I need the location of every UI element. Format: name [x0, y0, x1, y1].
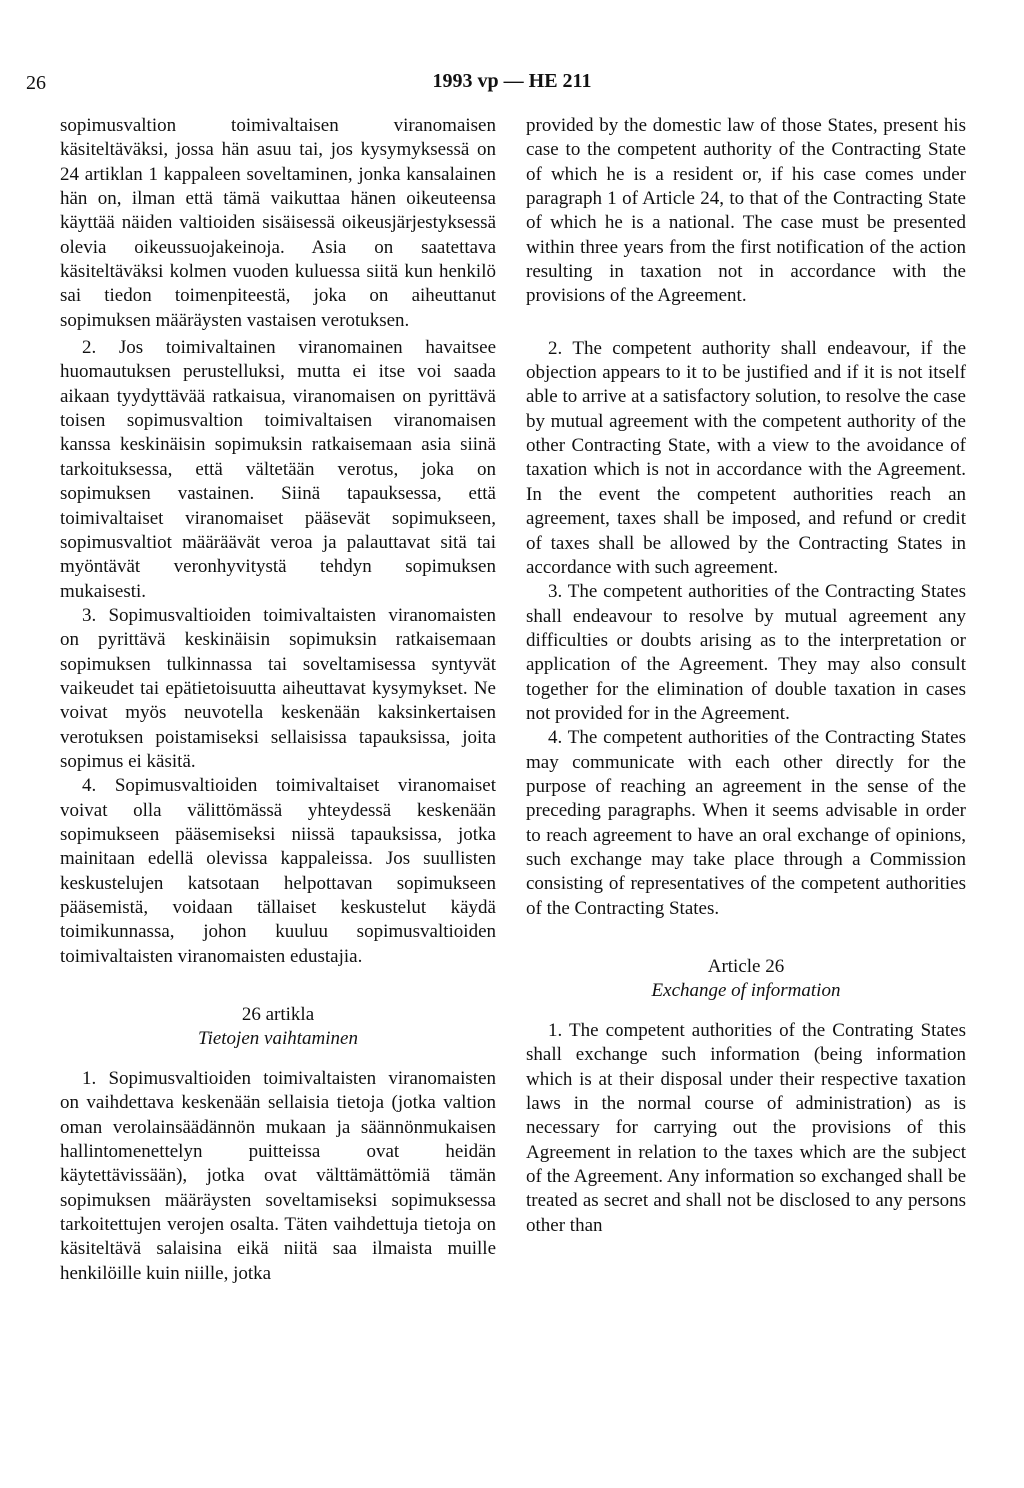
- running-header: 1993 vp — HE 211: [432, 70, 592, 92]
- english-paragraph-1: provided by the domestic law of those States, present his case to the competent authority of the Contracting State of which he is a resident or, if his case comes under paragraph 1 of Article 24, to that of the Contracting State of which he is a national. The case must be presented within three years from the first notification of the action resulting in taxation not in accordance with the provisions of the Agreement.: [526, 115, 966, 307]
- finnish-paragraph-2: 2. Jos toimivaltainen viranomainen havaitsee huomautuksen perustelluksi, mutta ei itse voi saada aikaan tyydyttävää ratkaisua, viranomaisen on pyrittävä toisen sopimusvaltion toimivaltaisen viranomaisen kanssa keskinäisin sopimuksin ratkaisemaan asia siinä tarkoituksessa, että vältetään verotus, joka on sopimuksen vastainen. Siinä tapauksessa, että toimivaltaiset viranomaiset pääsevät sopimukseen, sopimusvaltiot määräävät veroa ja palauttavat sitä tai myöntävät veronhyvitystä tehdyn sopimuksen mukaisesti.: [60, 337, 496, 602]
- finnish-article-subtitle: Tietojen vaihtaminen: [198, 1028, 358, 1050]
- finnish-paragraph-4: 4. Sopimusvaltioiden toimivaltaiset viranomaiset voivat olla välittömässä yhteydessä keskenään sopimukseen pääsemiseksi niissä tapauksissa, jotka mainitaan edellä olevissa kappaleissa. Jos suullisten keskustelujen katsotaan helpottavan sopimukseen pääsemistä, voidaan tällaiset keskustelut käydä toimikunnassa, johon kuuluu sopimusvaltioiden toimivaltaisten viranomaisten edustajia.: [60, 775, 496, 967]
- english-column: [526, 114, 966, 1238]
- page-number: 26: [26, 72, 46, 94]
- english-article-title: Article 26: [707, 956, 785, 977]
- english-paragraph-5: 1. The competent authorities of the Contrating States shall exchange such information (being information which is at their disposal under their respective taxation laws in the normal course of administration) as is necessary for carrying out the provisions of this Agreement in relation to the taxes which are the subject of the Agreement. Any information so exchanged shall be treated as secret and shall not be disclosed to any persons other than: [526, 1020, 966, 1236]
- english-paragraph-2: 2. The competent authority shall endeavour, if the objection appears to it to be justified and if it is not itself able to arrive at a satisfactory solution, to resolve the case by mutual agreement with the competent authority of the other Contracting State, with a view to the avoidance of taxation which is not in accordance with the Agreement. In the event the competent authorities reach an agreement, taxes shall be imposed, and refund or credit of taxes shall be allowed by the Contracting States in accordance with such agreement.: [526, 337, 966, 578]
- finnish-column: [60, 114, 496, 1286]
- finnish-article-heading: [60, 1003, 496, 1051]
- finnish-paragraph-1: sopimusvaltion toimivaltaisen viranomaisen käsiteltäväksi, jossa hän asuu tai, jos kysymyksessä on 24 artiklan 1 kappaleen soveltaminen, jonka kansalainen hän on, ilman että tämä vaikuttaa hänen oikeuteensa käyttää näiden valtioiden sisäisessä oikeusjärjestyksessä olevia oikeussuojakeinoja. Asia on saatettava käsiteltäväksi kolmen vuoden kuluessa siitä kun henkilö sai tiedon toimenpiteestä, joka on aiheuttanut sopimuksen määräysten vastaisen verotuksen.: [60, 115, 496, 331]
- english-article-heading: [526, 955, 966, 1003]
- finnish-paragraph-5: 1. Sopimusvaltioiden toimivaltaisten viranomaisten on vaihdettava keskenään sellaisia tietoja (jotka valtion oman verolainsäädännön mukaan ja säännönmukaisen hallintomenettelyn puitteissa ovat heidän käytettävissään), jotka ovat välttämättömiä tämän sopimuksen määräysten soveltamiseksi sopimuksessa tarkoitettujen verojen osalta. Täten vaihdettuja tietoja on käsiteltävä salaisina eikä niitä saa ilmaista muille henkilöille kuin niille, jotka: [60, 1068, 496, 1284]
- english-paragraph-4: 4. The competent authorities of the Contracting States may communicate with each other directly for the purpose of reaching an agreement in the sense of the preceding paragraphs. When it seems advisable in order to reach agreement to have an oral exchange of opinions, such exchange may take place through a Commission consisting of representatives of the competent authorities of the Contracting States.: [526, 727, 966, 919]
- finnish-paragraph-3: 3. Sopimusvaltioiden toimivaltaisten viranomaisten on pyrittävä keskinäisin sopimuksin ratkaisemaan sopimuksen tulkinnassa tai soveltamisessa syntyvät vaikeudet tai epätietoisuutta aiheuttavat kysymykset. Ne voivat myös neuvotella keskenään kaksinkertaisen verotuksen poistamiseksi sellaisissa tapauksissa, joita sopimus ei käsitä.: [60, 604, 496, 772]
- english-paragraph-3: 3. The competent authorities of the Contracting States shall endeavour to resolve by mutual agreement any difficulties or doubts arising as to the interpretation or application of the Agreement. They may also consult together for the elimination of double taxation in cases not provided for in the Agreement.: [526, 581, 966, 724]
- finnish-article-title: 26 artikla: [241, 1004, 315, 1026]
- english-article-subtitle: Exchange of information: [651, 980, 841, 1001]
